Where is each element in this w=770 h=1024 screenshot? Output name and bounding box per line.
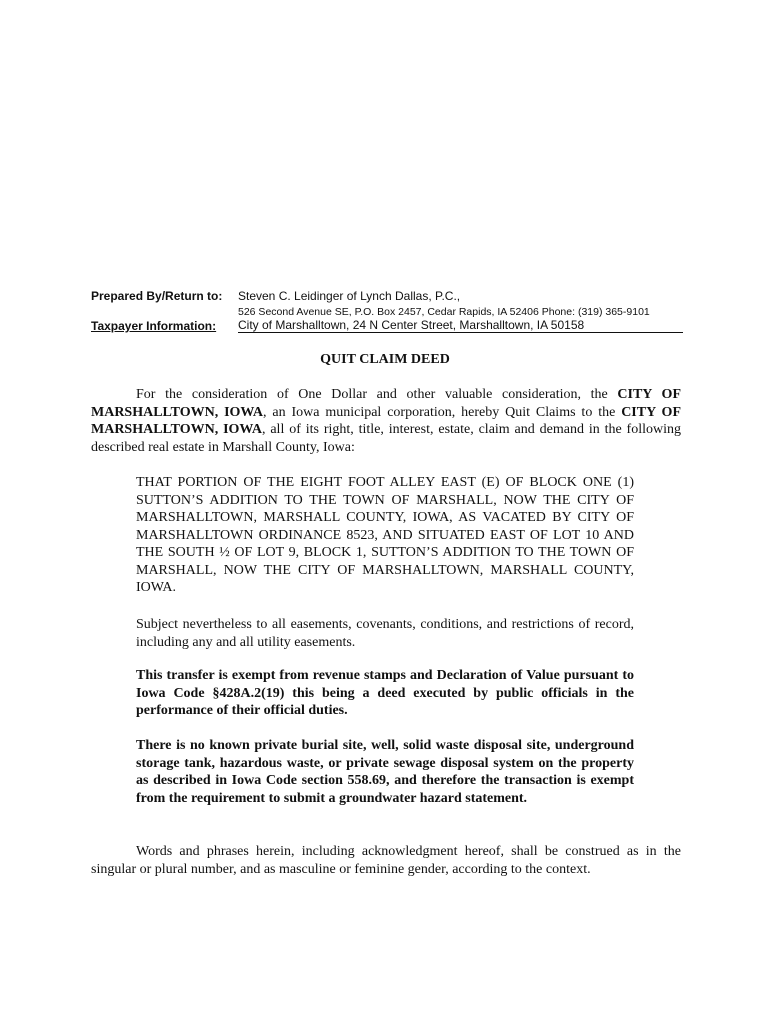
taxpayer-label: Taxpayer Information: bbox=[91, 319, 217, 333]
grantor-name: CITY OF MARSHALLTOWN, IOWA bbox=[91, 387, 681, 420]
prepared-name: Steven C. Leidinger of Lynch Dallas, P.C., bbox=[238, 289, 461, 303]
grantee-name: CITY OF MARSHALLTOWN, IOWA bbox=[91, 404, 682, 437]
prepared-address: 526 Second Avenue SE, P.O. Box 2457, Cedar Rapids, IA 52406 Phone: (319) 365-9101 bbox=[238, 306, 650, 318]
taxpayer-row bbox=[91, 319, 691, 335]
consideration-text-2: , an Iowa municipal corporation, hereby Quit Claims to the bbox=[262, 404, 622, 420]
consideration-paragraph bbox=[91, 386, 681, 456]
preparer-block bbox=[91, 289, 691, 335]
consideration-text-1: For the consideration of One Dollar and other valuable consideration, the bbox=[136, 387, 618, 402]
construction-clause: Words and phrases herein, including acknowledgment hereof, shall be construed as in the singular or plural number, and as masculine or feminine gender, according to the context. bbox=[91, 844, 681, 877]
document-title: QUIT CLAIM DEED bbox=[320, 352, 450, 367]
legal-description: THAT PORTION OF THE EIGHT FOOT ALLEY EAST (E) OF BLOCK ONE (1) SUTTON’S ADDITION TO THE TOWN OF MARSHALL, NOW THE CITY OF MARSHALLTOWN, MARSHALL COUNTY, IOWA, AS VACATED BY CITY OF MARSHALLTOWN ORDINANCE 8523, AND SITUATED EAST OF LOT 10 AND THE SOUTH ½ OF LOT 9, BLOCK 1, SUTTON’S ADDITION TO THE TOWN OF MARSHALL, NOW THE CITY OF MARSHALLTOWN, MARSHALL COUNTY, IOWA. bbox=[136, 475, 634, 595]
subject-clause: Subject nevertheless to all easements, covenants, conditions, and restrictions of record, including any and all utility easements. bbox=[136, 617, 634, 650]
prepared-row bbox=[91, 289, 691, 305]
taxpayer-value: City of Marshalltown, 24 N Center Street, Marshalltown, IA 50158 bbox=[238, 319, 683, 333]
consideration-text-3: , all of its right, title, interest, estate, claim and demand in the following described real estate in Marshall County, Iowa: bbox=[91, 422, 681, 455]
address-row bbox=[91, 305, 691, 319]
prepared-label: Prepared By/Return to: bbox=[91, 289, 223, 303]
groundwater-statement: There is no known private burial site, well, solid waste disposal site, underground storage tank, hazardous waste, or private sewage disposal system on the property as described in Iowa Code section 558.69, and therefore the transaction is exempt from the requirement to submit a groundwater hazard statement. bbox=[136, 738, 634, 806]
exempt-statement: This transfer is exempt from revenue stamps and Declaration of Value pursuant to Iowa Code §428A.2(19) this being a deed executed by public officials in the performance of their official duties. bbox=[136, 668, 634, 718]
